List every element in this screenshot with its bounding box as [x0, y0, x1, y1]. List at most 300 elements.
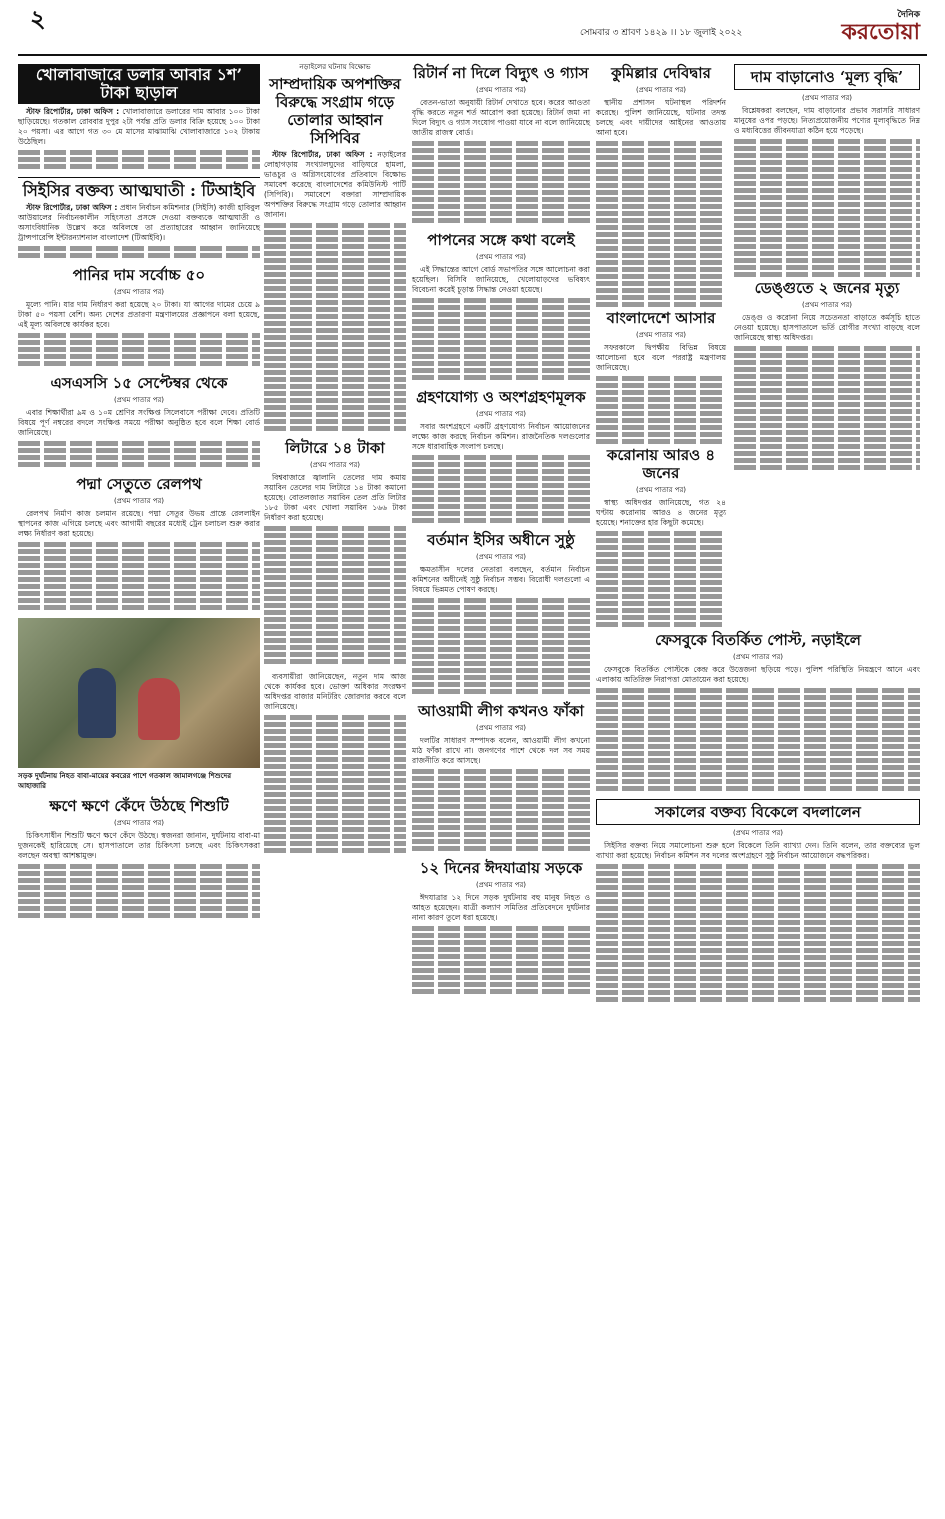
- text-line: [18, 892, 260, 897]
- text-line: [596, 871, 920, 876]
- text-line: [412, 933, 590, 938]
- text-line: [596, 148, 726, 153]
- headline: খোলাবাজারে ডলার আবার ১শ’ টাকা ছাড়াল: [18, 64, 260, 104]
- text-line: [596, 737, 920, 742]
- text-line: [264, 258, 406, 263]
- text-line: [596, 688, 920, 693]
- body-text: চিকিৎসাধীন শিশুটি ক্ষণে ক্ষণে কেঁদে উঠছে। স্বজনরা জানান, দুর্ঘটনায় বাবা-মা দুজনকেই হারিয়েছে সে। হাসপাতালে তার চিকিৎসা চলছে এবং চিকিৎসকরা বলছেন অবস্থা আশঙ্কামুক্ত।: [18, 831, 260, 860]
- headline: পাপনের সঙ্গে কথা বলেই: [427, 231, 575, 249]
- text-line: [596, 176, 726, 181]
- story-child: [18, 797, 260, 918]
- story-body: [412, 893, 590, 923]
- text-line: [264, 799, 406, 804]
- text-line: [596, 969, 920, 974]
- text-line: [264, 391, 406, 396]
- story-body: [18, 509, 260, 539]
- text-line: [18, 913, 260, 918]
- text-line: [412, 961, 590, 966]
- continuation-note: (প্রথম পাতার পর): [475, 881, 527, 889]
- continuation-note: (প্রথম পাতার পর): [113, 396, 165, 404]
- text-line: [596, 772, 920, 777]
- text-line: [734, 237, 920, 242]
- text-line: [596, 695, 920, 700]
- continuation-note: (প্রথম পাতার পর): [475, 253, 527, 261]
- story-body: [596, 498, 726, 528]
- text-line: [596, 439, 726, 444]
- text-line: [264, 638, 406, 643]
- text-line: [264, 342, 406, 347]
- headline: ফেসবুকে বিতর্কিত পোস্ট, নড়াইলে: [655, 631, 861, 649]
- text-line: [412, 148, 590, 153]
- text-line: [412, 197, 590, 202]
- text-line: [412, 476, 590, 481]
- story-body: [412, 265, 590, 295]
- text-line: [734, 139, 920, 144]
- story-body: [412, 98, 590, 138]
- text-line: [264, 750, 406, 755]
- text-line: [412, 326, 590, 331]
- text-line: [412, 183, 590, 188]
- text-line: [412, 298, 590, 303]
- text-line: [734, 272, 920, 277]
- text-line: [596, 162, 726, 167]
- headline: ডেঙ্গুতে ২ জনের মৃত্যু: [754, 279, 900, 297]
- dateline: সোমবার ৩ শ্রাবণ ১৪২৯ ।। ১৮ জুলাই ২০২২: [580, 28, 743, 38]
- text-line: [264, 729, 406, 734]
- text-line: [264, 398, 406, 403]
- text-line: [596, 779, 920, 784]
- text-line: [596, 878, 920, 883]
- text-line: [734, 353, 920, 358]
- text-line: [596, 906, 920, 911]
- continuation-note: (প্রথম পাতার পর): [475, 410, 527, 418]
- text-line: [18, 455, 260, 460]
- text-line: [596, 404, 726, 409]
- text-line: [412, 769, 590, 774]
- text-line: [734, 174, 920, 179]
- text-line: [264, 757, 406, 762]
- text-line: [264, 223, 406, 228]
- text-line: [734, 146, 920, 151]
- column-4: [596, 62, 920, 1010]
- photo-figure: [78, 668, 116, 738]
- text-line: [596, 204, 726, 209]
- text-line: [596, 246, 726, 251]
- story-body: [734, 106, 920, 136]
- continuation-note: (প্রথম পাতার পর): [309, 461, 361, 469]
- text-line: [264, 314, 406, 319]
- text-line: [734, 258, 920, 263]
- text-line: [18, 864, 260, 869]
- text-line: [264, 300, 406, 305]
- text-line: [734, 409, 920, 414]
- text-line: [734, 160, 920, 165]
- text-line: [596, 997, 920, 1002]
- text-line: [596, 927, 920, 932]
- text-line: [412, 661, 590, 666]
- text-line: [18, 441, 260, 446]
- headline: কুমিল্লার দেবিদ্বার: [611, 64, 711, 82]
- story-cec-speech: [596, 799, 920, 1002]
- text-line: [596, 559, 726, 564]
- text-line: [18, 448, 260, 453]
- text-line: [596, 267, 726, 272]
- text-line: [596, 411, 726, 416]
- text-line: [18, 246, 260, 251]
- text-line: [412, 490, 590, 495]
- text-line: [596, 190, 726, 195]
- text-line: [264, 412, 406, 417]
- text-line: [18, 333, 260, 338]
- text-line: [596, 281, 726, 286]
- body-text: রেলপথ নির্মাণ কাজ চলমান রয়েছে। পদ্মা সেতুর উভয় প্রান্তে রেললাইন স্থাপনের কাজ এগিয়ে চলছে এবং আগামী বছরের মধ্যেই ট্রেন চলাচল শুরু করার লক্ষ্য নির্ধারণ করা হয়েছে।: [18, 509, 260, 538]
- text-line: [596, 232, 726, 237]
- text-line: [264, 624, 406, 629]
- text-line: [412, 825, 590, 830]
- text-line: [412, 626, 590, 631]
- text-line: [596, 730, 920, 735]
- text-line: [264, 230, 406, 235]
- text-line: [264, 736, 406, 741]
- logo-main-text: করতোয়া: [841, 19, 920, 45]
- text-line: [596, 899, 920, 904]
- text-line: [264, 715, 406, 720]
- continuation-note: (প্রথম পাতার পর): [801, 301, 853, 309]
- text-line: [18, 253, 260, 258]
- headline: সিইসির বক্তব্য আত্মঘাতী : টিআইবি: [22, 181, 256, 200]
- text-line: [18, 563, 260, 568]
- text-line: [596, 183, 726, 188]
- text-line: [18, 577, 260, 582]
- text-line: [596, 538, 726, 543]
- story-acceptable: [412, 388, 590, 523]
- column-1: [18, 62, 260, 926]
- text-line: [734, 153, 920, 158]
- text-line: [412, 347, 590, 352]
- text-line: [734, 346, 920, 351]
- text-line: [264, 526, 406, 531]
- text-line: [412, 211, 590, 216]
- text-line: [18, 591, 260, 596]
- text-line: [412, 776, 590, 781]
- text-line: [734, 230, 920, 235]
- text-line: [264, 785, 406, 790]
- text-line: [264, 806, 406, 811]
- text-line: [18, 871, 260, 876]
- text-line: [264, 237, 406, 242]
- text-line: [412, 832, 590, 837]
- text-line: [412, 333, 590, 338]
- text-line: [596, 990, 920, 995]
- column-2: [264, 62, 406, 861]
- text-line: [264, 813, 406, 818]
- text-line: [264, 603, 406, 608]
- text-line: [264, 540, 406, 545]
- headline: দাম বাড়ানোও ‘মূল্য বৃদ্ধি’: [734, 64, 920, 90]
- text-line: [596, 920, 920, 925]
- text-line: [734, 367, 920, 372]
- text-line: [412, 839, 590, 844]
- text-line: [734, 195, 920, 200]
- text-line: [412, 141, 590, 146]
- story-oil-cont: [264, 672, 406, 853]
- story-return: [412, 64, 590, 223]
- body-text: সিইসির বক্তব্য নিয়ে সমালোচনা শুরু হলে বিকেলে তিনি ব্যাখ্যা দেন। তিনি বলেন, তার বক্তব্যের ভুল ব্যাখ্যা করা হয়েছে। নির্বাচন কমিশন সব দলের অংশগ্রহণে সুষ্ঠু নির্বাচন আয়োজনে বদ্ধপরিকর।: [596, 841, 920, 860]
- text-line: [18, 906, 260, 911]
- text-line: [18, 542, 260, 547]
- text-line: [264, 582, 406, 587]
- text-line: [412, 312, 590, 317]
- text-line: [596, 723, 920, 728]
- text-line: [596, 302, 726, 307]
- text-line: [18, 347, 260, 352]
- text-line: [734, 209, 920, 214]
- text-line: [264, 771, 406, 776]
- text-line: [264, 778, 406, 783]
- story-tib: [18, 182, 260, 258]
- text-line: [264, 568, 406, 573]
- headline: পদ্মা সেতুতে রেলপথ: [76, 475, 202, 493]
- text-line: [264, 426, 406, 431]
- text-line: [734, 437, 920, 442]
- text-line: [596, 744, 920, 749]
- text-line: [264, 617, 406, 622]
- story-papon: [412, 231, 590, 380]
- body-text: ঈদযাত্রার ১২ দিনে সড়ক দুর্ঘটনায় বহু মানুষ নিহত ও আহত হয়েছেন। যাত্রী কল্যাণ সমিতির প্রতিবেদনে দুর্ঘটনার নানা কারণ তুলে ধরা হয়েছে।: [412, 893, 590, 922]
- text-line: [734, 202, 920, 207]
- text-line: [18, 570, 260, 575]
- headline: ১২ দিনের ঈদযাত্রায় সড়কে: [419, 859, 583, 877]
- text-line: [18, 598, 260, 603]
- body-text: দলটির সাধারণ সম্পাদক বলেন, আওয়ামী লীগ কখনো মাঠ ফাঁকা রাখে না। জনগণের পাশে থেকে দল সব সময় রাজনীতি করে আসছে।: [412, 736, 590, 765]
- masthead-rule: [18, 54, 927, 56]
- text-line: [18, 556, 260, 561]
- text-line: [18, 878, 260, 883]
- headline: বাংলাদেশে আসার: [606, 309, 716, 327]
- text-line: [734, 167, 920, 172]
- text-line: [734, 188, 920, 193]
- text-line: [596, 702, 920, 707]
- text-line: [264, 293, 406, 298]
- text-line: [18, 361, 260, 366]
- headline: এসএসসি ১৫ সেপ্টেম্বর থেকে: [50, 374, 228, 392]
- text-line: [264, 561, 406, 566]
- text-line: [264, 589, 406, 594]
- masthead: [0, 0, 945, 60]
- text-line: [596, 948, 920, 953]
- text-line: [412, 846, 590, 851]
- text-line: [734, 465, 920, 470]
- text-line: [264, 652, 406, 657]
- text-line: [596, 531, 726, 536]
- byline: স্টাফ রিপোর্টার, ঢাকা অফিস :: [26, 203, 118, 212]
- text-line: [412, 647, 590, 652]
- text-line: [412, 675, 590, 680]
- continuation-note: (প্রথম পাতার পর): [113, 288, 165, 296]
- text-line: [734, 265, 920, 270]
- text-line: [412, 218, 590, 223]
- text-line: [264, 631, 406, 636]
- story-body: [18, 203, 260, 243]
- text-line: [412, 982, 590, 987]
- text-line: [596, 197, 726, 202]
- text-line: [264, 419, 406, 424]
- column-3: [412, 62, 590, 1002]
- text-line: [596, 397, 726, 402]
- text-line: [734, 402, 920, 407]
- text-line: [734, 423, 920, 428]
- text-line: [18, 899, 260, 904]
- text-line: [596, 260, 726, 265]
- story-body: [596, 665, 920, 685]
- text-line: [264, 820, 406, 825]
- headline: ক্ষণে ক্ষণে কেঁদে উঠছে শিশুটি: [49, 797, 229, 815]
- text-line: [412, 633, 590, 638]
- continuation-note: (প্রথম পাতার পর): [732, 829, 784, 837]
- text-line: [18, 164, 260, 169]
- text-line: [412, 654, 590, 659]
- text-line: [596, 169, 726, 174]
- text-line: [596, 288, 726, 293]
- text-line: [596, 552, 726, 557]
- kicker: নড়াইলের ঘটনায় বিক্ষোভ: [299, 63, 371, 71]
- headline: করোনায় আরও ৪ জনের: [606, 446, 716, 482]
- text-line: [18, 157, 260, 162]
- text-line: [596, 622, 726, 627]
- text-line: [264, 377, 406, 382]
- text-line: [596, 941, 920, 946]
- story-body: [264, 150, 406, 220]
- headline: সকালের বক্তব্য বিকেলে বদলালেন: [596, 799, 920, 825]
- headline: বর্তমান ইসির অধীনে সুষ্ঠু: [427, 531, 575, 549]
- body-text: নড়াইলের লোহাগড়ায় সংখ্যালঘুদের বাড়িঘরে হামলা, ভাঙচুর ও অগ্নিসংযোগের প্রতিবাদে বিক্ষোভ সমাবেশ করেছে বাংলাদেশের কমিউনিস্ট পার্টি (সিপিবি)। সমাবেশে বক্তারা সাম্প্রদায়িক অপশক্তির বিরুদ্ধে সংগ্রাম গড়ে তোলার আহ্বান জানান।: [264, 150, 406, 219]
- story-oil: [264, 439, 406, 664]
- text-line: [596, 425, 726, 430]
- logo-small-text: দৈনিক: [897, 10, 920, 20]
- body-text: বিশ্লেষকরা বলছেন, দাম বাড়ানোর প্রভাব সরাসরি সাধারণ মানুষের ওপর পড়ছে। নিত্যপ্রয়োজনীয় পণ্যের মূল্যবৃদ্ধিতে নিম্ন ও মধ্যবিত্তের জীবনযাত্রা কঠিন হয়ে পড়েছে।: [734, 106, 920, 135]
- text-line: [264, 533, 406, 538]
- text-line: [596, 709, 920, 714]
- text-line: [596, 962, 920, 967]
- story-cpb: [264, 62, 406, 431]
- text-line: [596, 376, 726, 381]
- body-text: ডেঙ্গু ও করোনা নিয়ে সচেতনতা বাড়াতে কর্মসূচি হাতে নেওয়া হয়েছে। হাসপাতালে ভর্তি রোগীর সংখ্যা বাড়ছে বলে জানিয়েছে স্বাস্থ্য অধিদপ্তর।: [734, 313, 920, 342]
- text-line: [264, 575, 406, 580]
- text-line: [412, 469, 590, 474]
- text-line: [264, 363, 406, 368]
- text-line: [412, 947, 590, 952]
- story-body: [412, 422, 590, 452]
- text-line: [734, 244, 920, 249]
- text-line: [412, 368, 590, 373]
- photo-figure: [138, 678, 180, 740]
- text-line: [264, 841, 406, 846]
- body-text: সবার অংশগ্রহণে একটি গ্রহণযোগ্য নির্বাচন আয়োজনের লক্ষ্যে কাজ করছে নির্বাচন কমিশন। রাজনৈতিক দলগুলোর সঙ্গে ধারাবাহিক সংলাপ চলছে।: [412, 422, 590, 451]
- text-line: [596, 608, 726, 613]
- headline: গ্রহণযোগ্য ও অংশগ্রহণমূলক: [416, 388, 586, 406]
- text-line: [596, 390, 726, 395]
- text-line: [412, 497, 590, 502]
- story-body: [18, 831, 260, 861]
- text-line: [734, 216, 920, 221]
- text-line: [18, 605, 260, 610]
- text-line: [412, 975, 590, 980]
- text-line: [596, 601, 726, 606]
- continuation-note: (প্রথম পাতার পর): [113, 819, 165, 827]
- byline: স্টাফ রিপোর্টার, ঢাকা অফিস :: [272, 150, 373, 159]
- story-body: [596, 343, 726, 373]
- text-line: [734, 251, 920, 256]
- story-awami: [412, 702, 590, 851]
- story-body: [18, 408, 260, 438]
- text-line: [734, 360, 920, 365]
- body-text: ব্যবসায়ীরা জানিয়েছেন, নতুন দাম আজ থেকে কার্যকর হবে। ভোক্তা অধিকার সংরক্ষণ অধিদপ্তর বাজার মনিটরিং জোরদার করবে বলে জানিয়েছে।: [264, 672, 406, 711]
- text-line: [596, 218, 726, 223]
- text-line: [412, 640, 590, 645]
- text-line: [412, 926, 590, 931]
- text-line: [264, 328, 406, 333]
- body-text: বেতন-ভাতা অনুযায়ী রিটার্ন দেখাতে হবে। করের আওতা বৃদ্ধি করতে নতুন শর্ত আরোপ করা হয়েছে। রিটার্ন জমা না দিলে বিদ্যুৎ ও গ্যাস সংযোগ পাওয়া যাবে না বলে জানিয়েছে জাতীয় রাজস্ব বোর্ড।: [412, 98, 590, 137]
- body-text: প্রধান নির্বাচন কমিশনার (সিইসি) কাজী হাবিবুল আউয়ালের নির্বাচনকালীন সহিংসতা প্রসঙ্গে দেওয়া বক্তব্যকে আত্মঘাতী ও অসাংবিধানিক উল্লেখ করে অবিলম্বে তা প্রত্যাহারের আহ্বান জানিয়েছে ট্রান্সপারেন্সি ইন্টারন্যাশনাল বাংলাদেশ (টিআইবি)।: [18, 203, 260, 242]
- text-line: [734, 458, 920, 463]
- continuation-note: (প্রথম পাতার পর): [732, 653, 784, 661]
- story-body: [412, 565, 590, 595]
- text-line: [18, 354, 260, 359]
- text-line: [412, 190, 590, 195]
- text-line: [264, 279, 406, 284]
- text-line: [596, 955, 920, 960]
- text-line: [734, 381, 920, 386]
- text-line: [596, 885, 920, 890]
- text-line: [412, 668, 590, 673]
- news-photo: [18, 618, 260, 768]
- text-line: [412, 968, 590, 973]
- story-body: [264, 672, 406, 712]
- text-line: [18, 462, 260, 467]
- text-line: [264, 596, 406, 601]
- text-line: [412, 483, 590, 488]
- text-line: [412, 598, 590, 603]
- text-line: [596, 545, 726, 550]
- body-text: ফেসবুকে বিতর্কিত পোস্টকে কেন্দ্র করে উত্তেজনা ছড়িয়ে পড়ে। পুলিশ পরিস্থিতি নিয়ন্ত্রণে আনে এবং এলাকায় অতিরিক্ত নিরাপত্তা মোতায়েন করা হয়েছে।: [596, 665, 920, 684]
- text-line: [596, 765, 920, 770]
- headline: রিটার্ন না দিলে বিদ্যুৎ ও গ্যাস: [413, 64, 589, 82]
- text-line: [596, 274, 726, 279]
- headline: সাম্প্রদায়িক অপশক্তির বিরুদ্ধে সংগ্রাম গড়ে তোলার আহ্বান সিপিবির: [269, 75, 401, 147]
- text-line: [18, 150, 260, 155]
- text-line: [264, 547, 406, 552]
- text-line: [264, 827, 406, 832]
- text-line: [596, 432, 726, 437]
- text-line: [264, 554, 406, 559]
- top-row: [596, 62, 920, 629]
- text-line: [412, 204, 590, 209]
- text-line: [596, 786, 920, 791]
- story-price: [734, 62, 920, 629]
- text-line: [412, 811, 590, 816]
- text-line: [18, 549, 260, 554]
- text-line: [734, 374, 920, 379]
- text-line: [596, 587, 726, 592]
- text-line: [596, 934, 920, 939]
- text-line: [734, 395, 920, 400]
- text-line: [412, 689, 590, 694]
- story-ec: [412, 531, 590, 694]
- text-line: [596, 892, 920, 897]
- story-ssc: [18, 374, 260, 467]
- body-text: স্থানীয় প্রশাসন ঘটনাস্থল পরিদর্শন করেছে। পুলিশ জানিয়েছে, ঘটনার তদন্ত চলছে এবং দায়ীদের আইনের আওতায় আনা হবে।: [596, 98, 726, 137]
- story-body: [264, 473, 406, 523]
